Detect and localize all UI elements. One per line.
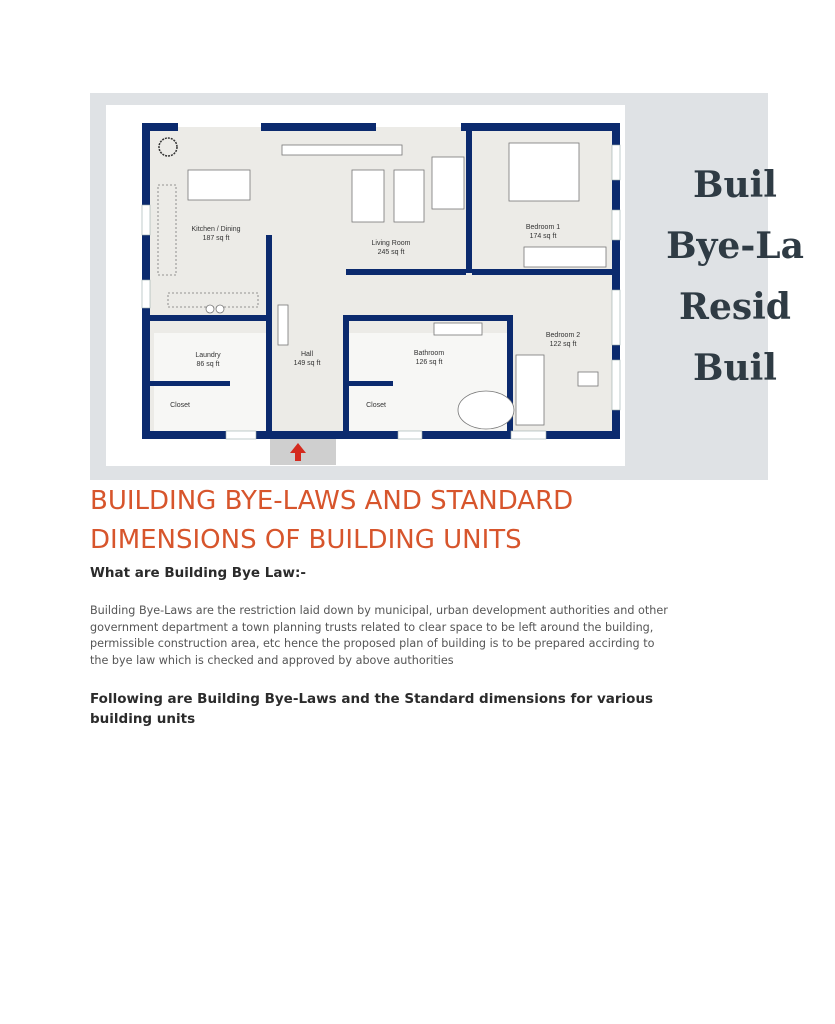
hero-title-line: Resid [679,286,791,328]
room-name: Living Room [371,240,411,247]
room-area: 86 sq ft [196,361,220,368]
page-title: BUILDING BYE-LAWS AND STANDARD DIMENSIONS OF BUILDING UNITS [90,486,574,555]
room-name: Hall [300,351,314,358]
room-area: 126 sq ft [415,359,443,366]
room-name: Bathroom [413,350,445,357]
hero-image [90,93,804,480]
room-name: Closet [366,402,386,409]
hero-title [635,155,835,399]
room-name: Closet [170,402,190,409]
room-area: 122 sq ft [549,341,577,348]
body-paragraph: Building Bye-Laws are the restriction laid down by municipal, urban development authorities and other government department a town planning trusts related to clear space to be left around the building, permissible construction area, etc hence the proposed plan of building is to be prepared accirding to the bye law which is checked and approved by above authorities [90,604,668,667]
hero-title-line: Buil [693,347,777,389]
room-name: Laundry [195,352,221,359]
room-area: 149 sq ft [293,360,321,367]
section-heading: Following are Building Bye-Laws and the Standard dimensions for various building units [90,691,654,727]
section-heading: What are Building Bye Law:- [90,565,306,581]
room-area: 187 sq ft [202,235,230,242]
room-name: Kitchen / Dining [191,226,241,233]
room-name: Bedroom 1 [525,224,561,231]
room-area: 174 sq ft [529,233,557,240]
floor-plan [106,105,625,466]
room-name: Bedroom 2 [545,332,581,339]
hero-title-line: Buil [693,164,777,206]
floor-plan-drawing [106,105,625,466]
hero-title-line: Bye-La [666,225,804,267]
room-area: 245 sq ft [377,249,405,256]
